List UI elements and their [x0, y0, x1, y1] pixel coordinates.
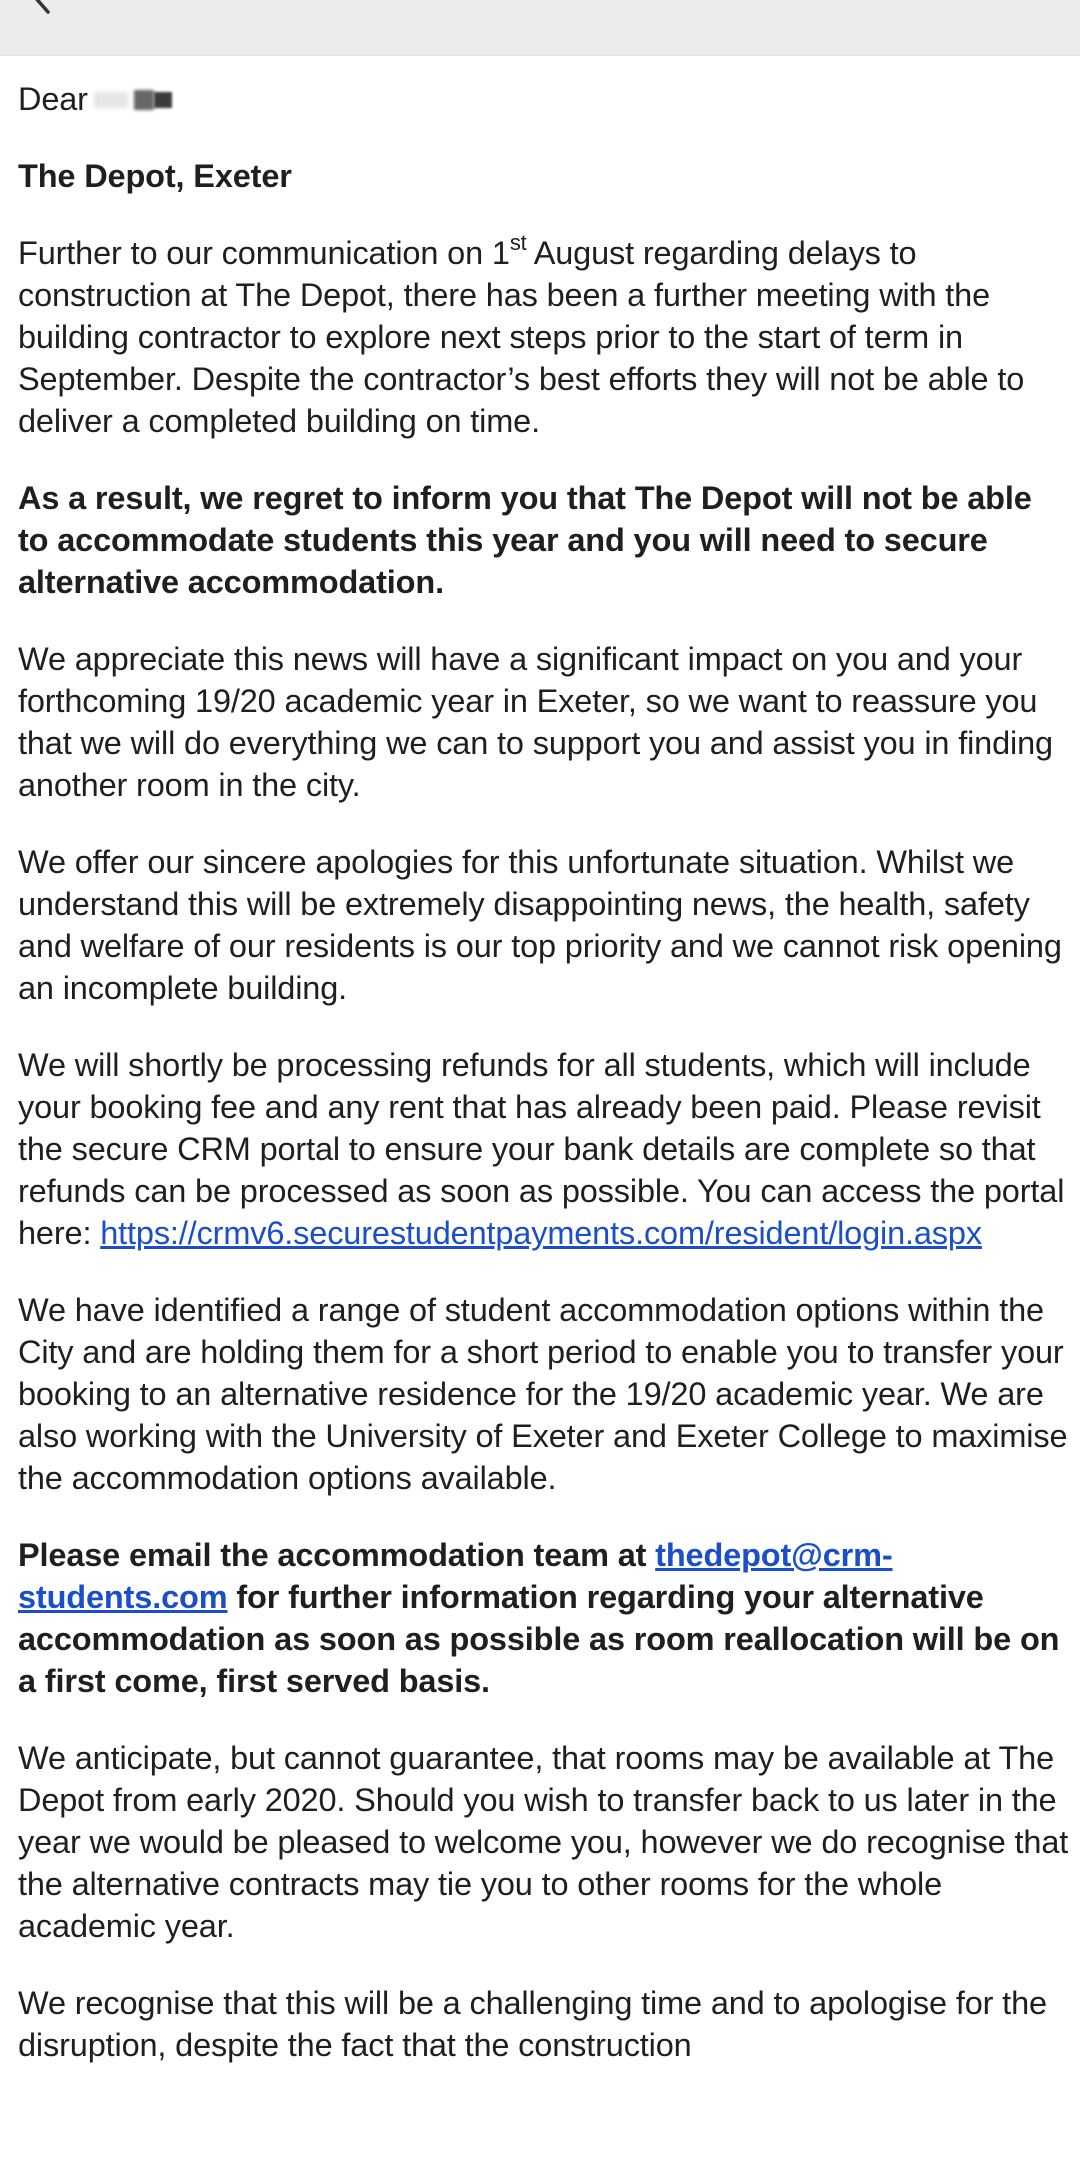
email-body [18, 78, 1070, 2101]
paragraph-1-part1: Further to our communication on 1 [18, 235, 510, 271]
email-link[interactable]: thedepot@crm-students.com [18, 1537, 893, 1615]
paragraph-7-after: for further information regarding your alternative accommodation as soon as possible as room reallocation will be on a first come, first served basis. [18, 1579, 1060, 1699]
top-bar [0, 0, 1080, 56]
paragraph-9: We recognise that this will be a challenging time and to apologise for the disruption, despite the fact that the construction [18, 1985, 1047, 2063]
paragraph-6: We have identified a range of student accommodation options within the City and are holding them for a short period to enable you to transfer your booking to an alternative residence for the 19/20 academic year. We are also working with the University of Exeter and Exeter College to maximise the accommodation options available. [18, 1292, 1068, 1496]
greeting-word: Dear [18, 81, 88, 117]
portal-link[interactable]: https://crmv6.securestudentpayments.com/resident/login.aspx [100, 1215, 982, 1251]
paragraph-7-bold [18, 1534, 1070, 1702]
redacted-recipient-name [94, 86, 184, 116]
paragraph-8: We anticipate, but cannot guarantee, that rooms may be available at The Depot from early 2020. Should you wish to transfer back to us later in the year we would be pleased to welcome you, however we do recognise that the alternative contracts may tie you to other rooms for the whole academic year. [18, 1740, 1069, 1944]
ordinal-suffix: st [509, 230, 527, 255]
paragraph-5-text: We will shortly be processing refunds for all students, which will include your booking fee and any rent that has already been paid. Please revisit the secure CRM portal to ensure your bank details are complete so that refunds can be processed as soon as possible. You can access the portal here: [18, 1047, 1065, 1251]
paragraph-7-before: Please email the accommodation team at [18, 1537, 656, 1573]
paragraph-1-part2: August regarding delays to construction at The Depot, there has been a further meeting with the building contractor to explore next steps prior to the start of term in September. Despite the contractor’s best efforts they will not be able to deliver a completed building on time. [18, 235, 1025, 439]
paragraph-4: We offer our sincere apologies for this unfortunate situation. Whilst we understand this will be extremely disappointing news, the health, safety and welfare of our residents is our top priority and we cannot risk opening an incomplete building. [18, 844, 1062, 1006]
paragraph-1 [18, 232, 1070, 442]
paragraph-2-bold: As a result, we regret to inform you that The Depot will not be able to accommodate students this year and you will need to secure alternative accommodation. [18, 480, 1032, 600]
letter-heading: The Depot, Exeter [18, 158, 292, 194]
chevron-left-icon[interactable] [22, 0, 62, 16]
greeting [18, 78, 1070, 120]
paragraph-3: We appreciate this news will have a significant impact on you and your forthcoming 19/20 academic year in Exeter, so we want to reassure you that we will do everything we can to support you and assist you in finding another room in the city. [18, 641, 1053, 803]
paragraph-5 [18, 1044, 1070, 1254]
